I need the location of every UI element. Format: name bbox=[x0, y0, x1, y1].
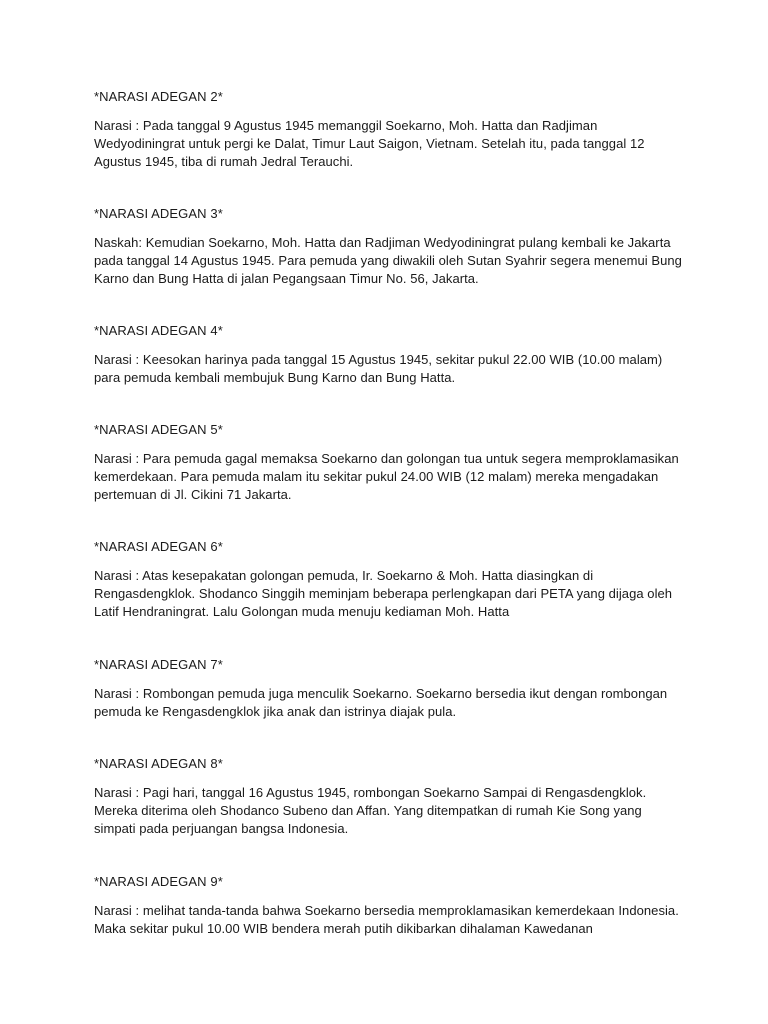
section-heading: *NARASI ADEGAN 5* bbox=[94, 422, 223, 437]
section-heading: *NARASI ADEGAN 3* bbox=[94, 206, 223, 221]
section-heading: *NARASI ADEGAN 2* bbox=[94, 89, 223, 104]
section-paragraph: Narasi : melihat tanda-tanda bahwa Soekarno bersedia memproklamasikan kemerdekaan Indonesia. Maka sekitar pukul 10.00 WIB bendera merah putih dikibarkan dihalaman Kawedanan bbox=[94, 903, 679, 936]
section-adegan-3 bbox=[94, 205, 684, 288]
section-paragraph: Narasi : Pagi hari, tanggal 16 Agustus 1945, rombongan Soekarno Sampai di Rengasdengklok. Mereka diterima oleh Shodanco Subeno dan Affan. Yang ditempatkan di rumah Kie Song yang simpati pada perjuangan bangsa Indonesia. bbox=[94, 785, 647, 836]
section-adegan-9 bbox=[94, 873, 684, 938]
section-adegan-4 bbox=[94, 322, 684, 387]
section-paragraph: Narasi : Keesokan harinya pada tanggal 15 Agustus 1945, sekitar pukul 22.00 WIB (10.00 malam) para pemuda kembali membujuk Bung Karno dan Bung Hatta. bbox=[94, 352, 663, 385]
section-heading: *NARASI ADEGAN 4* bbox=[94, 323, 223, 338]
section-adegan-8 bbox=[94, 755, 684, 838]
section-heading: *NARASI ADEGAN 6* bbox=[94, 539, 223, 554]
section-paragraph: Narasi : Rombongan pemuda juga menculik Soekarno. Soekarno bersedia ikut dengan rombongan pemuda ke Rengasdengklok jika anak dan istrinya diajak pula. bbox=[94, 686, 668, 719]
section-adegan-6 bbox=[94, 538, 684, 621]
section-paragraph: Narasi : Pada tanggal 9 Agustus 1945 memanggil Soekarno, Moh. Hatta dan Radjiman Wedyodiningrat untuk pergi ke Dalat, Timur Laut Saigon, Vietnam. Setelah itu, pada tanggal 12 Agustus 1945, tiba di rumah Jedral Terauchi. bbox=[94, 118, 645, 169]
section-adegan-2 bbox=[94, 88, 684, 171]
section-heading: *NARASI ADEGAN 9* bbox=[94, 874, 223, 889]
section-adegan-5 bbox=[94, 421, 684, 504]
section-heading: *NARASI ADEGAN 8* bbox=[94, 756, 223, 771]
section-paragraph: Naskah: Kemudian Soekarno, Moh. Hatta dan Radjiman Wedyodiningrat pulang kembali ke Jakarta pada tanggal 14 Agustus 1945. Para pemuda yang diwakili oleh Sutan Syahrir segera menemui Bung Karno dan Bung Hatta di jalan Pegangsaan Timur No. 56, Jakarta. bbox=[94, 235, 682, 286]
section-adegan-7 bbox=[94, 656, 684, 721]
section-paragraph: Narasi : Atas kesepakatan golongan pemuda, Ir. Soekarno & Moh. Hatta diasingkan di Rengasdengklok. Shodanco Singgih meminjam beberapa perlengkapan dari PETA yang dijaga oleh Latif Hendraningrat. Lalu Golongan muda menuju kediaman Moh. Hatta bbox=[94, 568, 673, 619]
section-heading: *NARASI ADEGAN 7* bbox=[94, 657, 223, 672]
section-paragraph: Narasi : Para pemuda gagal memaksa Soekarno dan golongan tua untuk segera memproklamasikan kemerdekaan. Para pemuda malam itu sekitar pukul 24.00 WIB (12 malam) mereka mengadakan pertemuan di Jl. Cikini 71 Jakarta. bbox=[94, 451, 679, 502]
